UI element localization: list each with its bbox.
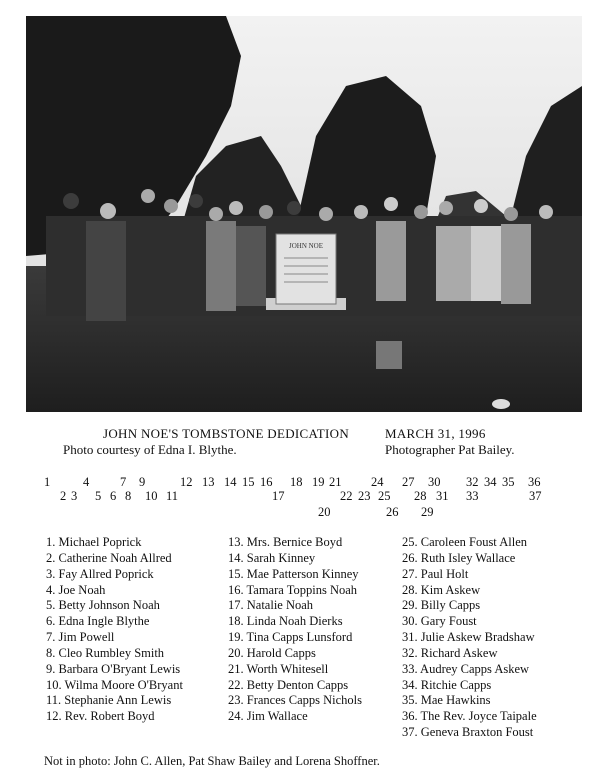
list-item: 30. Gary Foust [402,614,477,629]
list-item: 36. The Rev. Joyce Taipale [402,709,537,724]
position-number: 14 [224,475,237,489]
list-item: 37. Geneva Braxton Foust [402,725,534,740]
position-number: 22 [340,489,353,503]
caption-date: MARCH 31, 1996 [385,426,486,441]
list-item: 3. Fay Allred Poprick [46,566,154,581]
position-number: 26 [386,505,399,519]
list-item: 19. Tina Capps Lunsford [228,630,353,645]
tombstone [266,234,346,310]
position-number: 30 [428,475,441,489]
list-item: 24. Jim Wallace [228,709,308,724]
photo-courtesy: Photo courtesy of Edna I. Blythe. [63,442,237,457]
list-item: 14. Sarah Kinney [228,550,316,565]
list-item: 8. Cleo Rumbley Smith [46,645,165,660]
position-number: 6 [110,489,117,503]
list-item: 34. Ritchie Capps [402,677,492,692]
position-number: 20 [318,505,331,519]
position-number: 31 [436,489,449,503]
list-item: 25. Caroleen Foust Allen [402,535,527,549]
position-number: 23 [358,489,371,503]
position-number: 9 [139,475,146,489]
list-item: 21. Worth Whitesell [228,661,329,676]
list-item: 12. Rev. Robert Boyd [46,709,155,724]
list-item: 31. Julie Askew Bradshaw [402,630,535,645]
position-number: 1 [44,475,51,489]
photo-illustration [26,16,582,412]
list-item: 18. Linda Noah Dierks [228,614,343,629]
white-object [492,399,510,409]
list-item: 35. Mae Hawkins [402,693,491,708]
list-item: 6. Edna Ingle Blythe [46,614,150,629]
position-number: 25 [378,489,391,503]
position-number: 15 [242,475,255,489]
group-photograph [26,16,582,412]
position-number: 33 [466,489,479,503]
position-number: 10 [145,489,158,503]
tombstone-inscription: JOHN NOE [288,242,324,250]
position-number: 36 [528,475,541,489]
list-item: 10. Wilma Moore O'Bryant [46,677,183,692]
position-number: 29 [421,505,434,519]
caption-title: JOHN NOE'S TOMBSTONE DEDICATION [103,426,350,441]
list-item: 5. Betty Johnson Noah [46,598,160,613]
position-number: 18 [290,475,303,489]
position-number: 19 [312,475,325,489]
position-number: 16 [260,475,273,489]
list-item: 26. Ruth Isley Wallace [402,550,516,565]
list-item: 13. Mrs. Bernice Boyd [228,535,343,549]
position-number: 5 [95,489,102,503]
list-item: 16. Tamara Toppins Noah [228,582,358,597]
list-item: 4. Joe Noah [46,582,106,597]
position-number: 8 [125,489,132,503]
position-number: 21 [329,475,342,489]
list-item: 17. Natalie Noah [228,598,314,613]
position-number: 11 [166,489,179,503]
name-list-column-1 [46,535,183,725]
position-number: 27 [402,475,415,489]
list-item: 9. Barbara O'Bryant Lewis [46,661,181,676]
position-number: 4 [83,475,90,489]
list-item: 20. Harold Capps [228,645,316,660]
list-item: 22. Betty Denton Capps [228,677,349,692]
marker-stone [376,341,402,369]
position-number: 3 [71,489,78,503]
position-number: 2 [60,489,67,503]
position-number: 17 [272,489,285,503]
photographer-credit: Photographer Pat Bailey. [385,442,515,457]
list-item: 2. Catherine Noah Allred [46,550,172,565]
not-in-photo-note: Not in photo: John C. Allen, Pat Shaw Bailey and Lorena Shoffner. [44,754,380,768]
position-number: 28 [414,489,427,503]
position-number: 32 [466,475,479,489]
name-list-column-2 [228,535,362,725]
position-number: 24 [371,475,384,489]
list-item: 28. Kim Askew [402,582,481,597]
list-item: 15. Mae Patterson Kinney [228,566,359,581]
list-item: 29. Billy Capps [402,598,481,613]
position-number: 7 [120,475,127,489]
list-item: 33. Audrey Capps Askew [402,661,530,676]
name-list-column-3 [402,535,537,741]
list-item: 32. Richard Askew [402,645,498,660]
list-item: 23. Frances Capps Nichols [228,693,363,708]
list-item: 11. Stephanie Ann Lewis [46,693,172,708]
position-number: 13 [202,475,215,489]
list-item: 7. Jim Powell [46,630,115,645]
position-number: 35 [502,475,515,489]
list-item: 27. Paul Holt [402,566,469,581]
list-item: 1. Michael Poprick [46,535,142,549]
position-number: 12 [180,475,193,489]
position-number: 37 [529,489,542,503]
position-number: 34 [484,475,497,489]
